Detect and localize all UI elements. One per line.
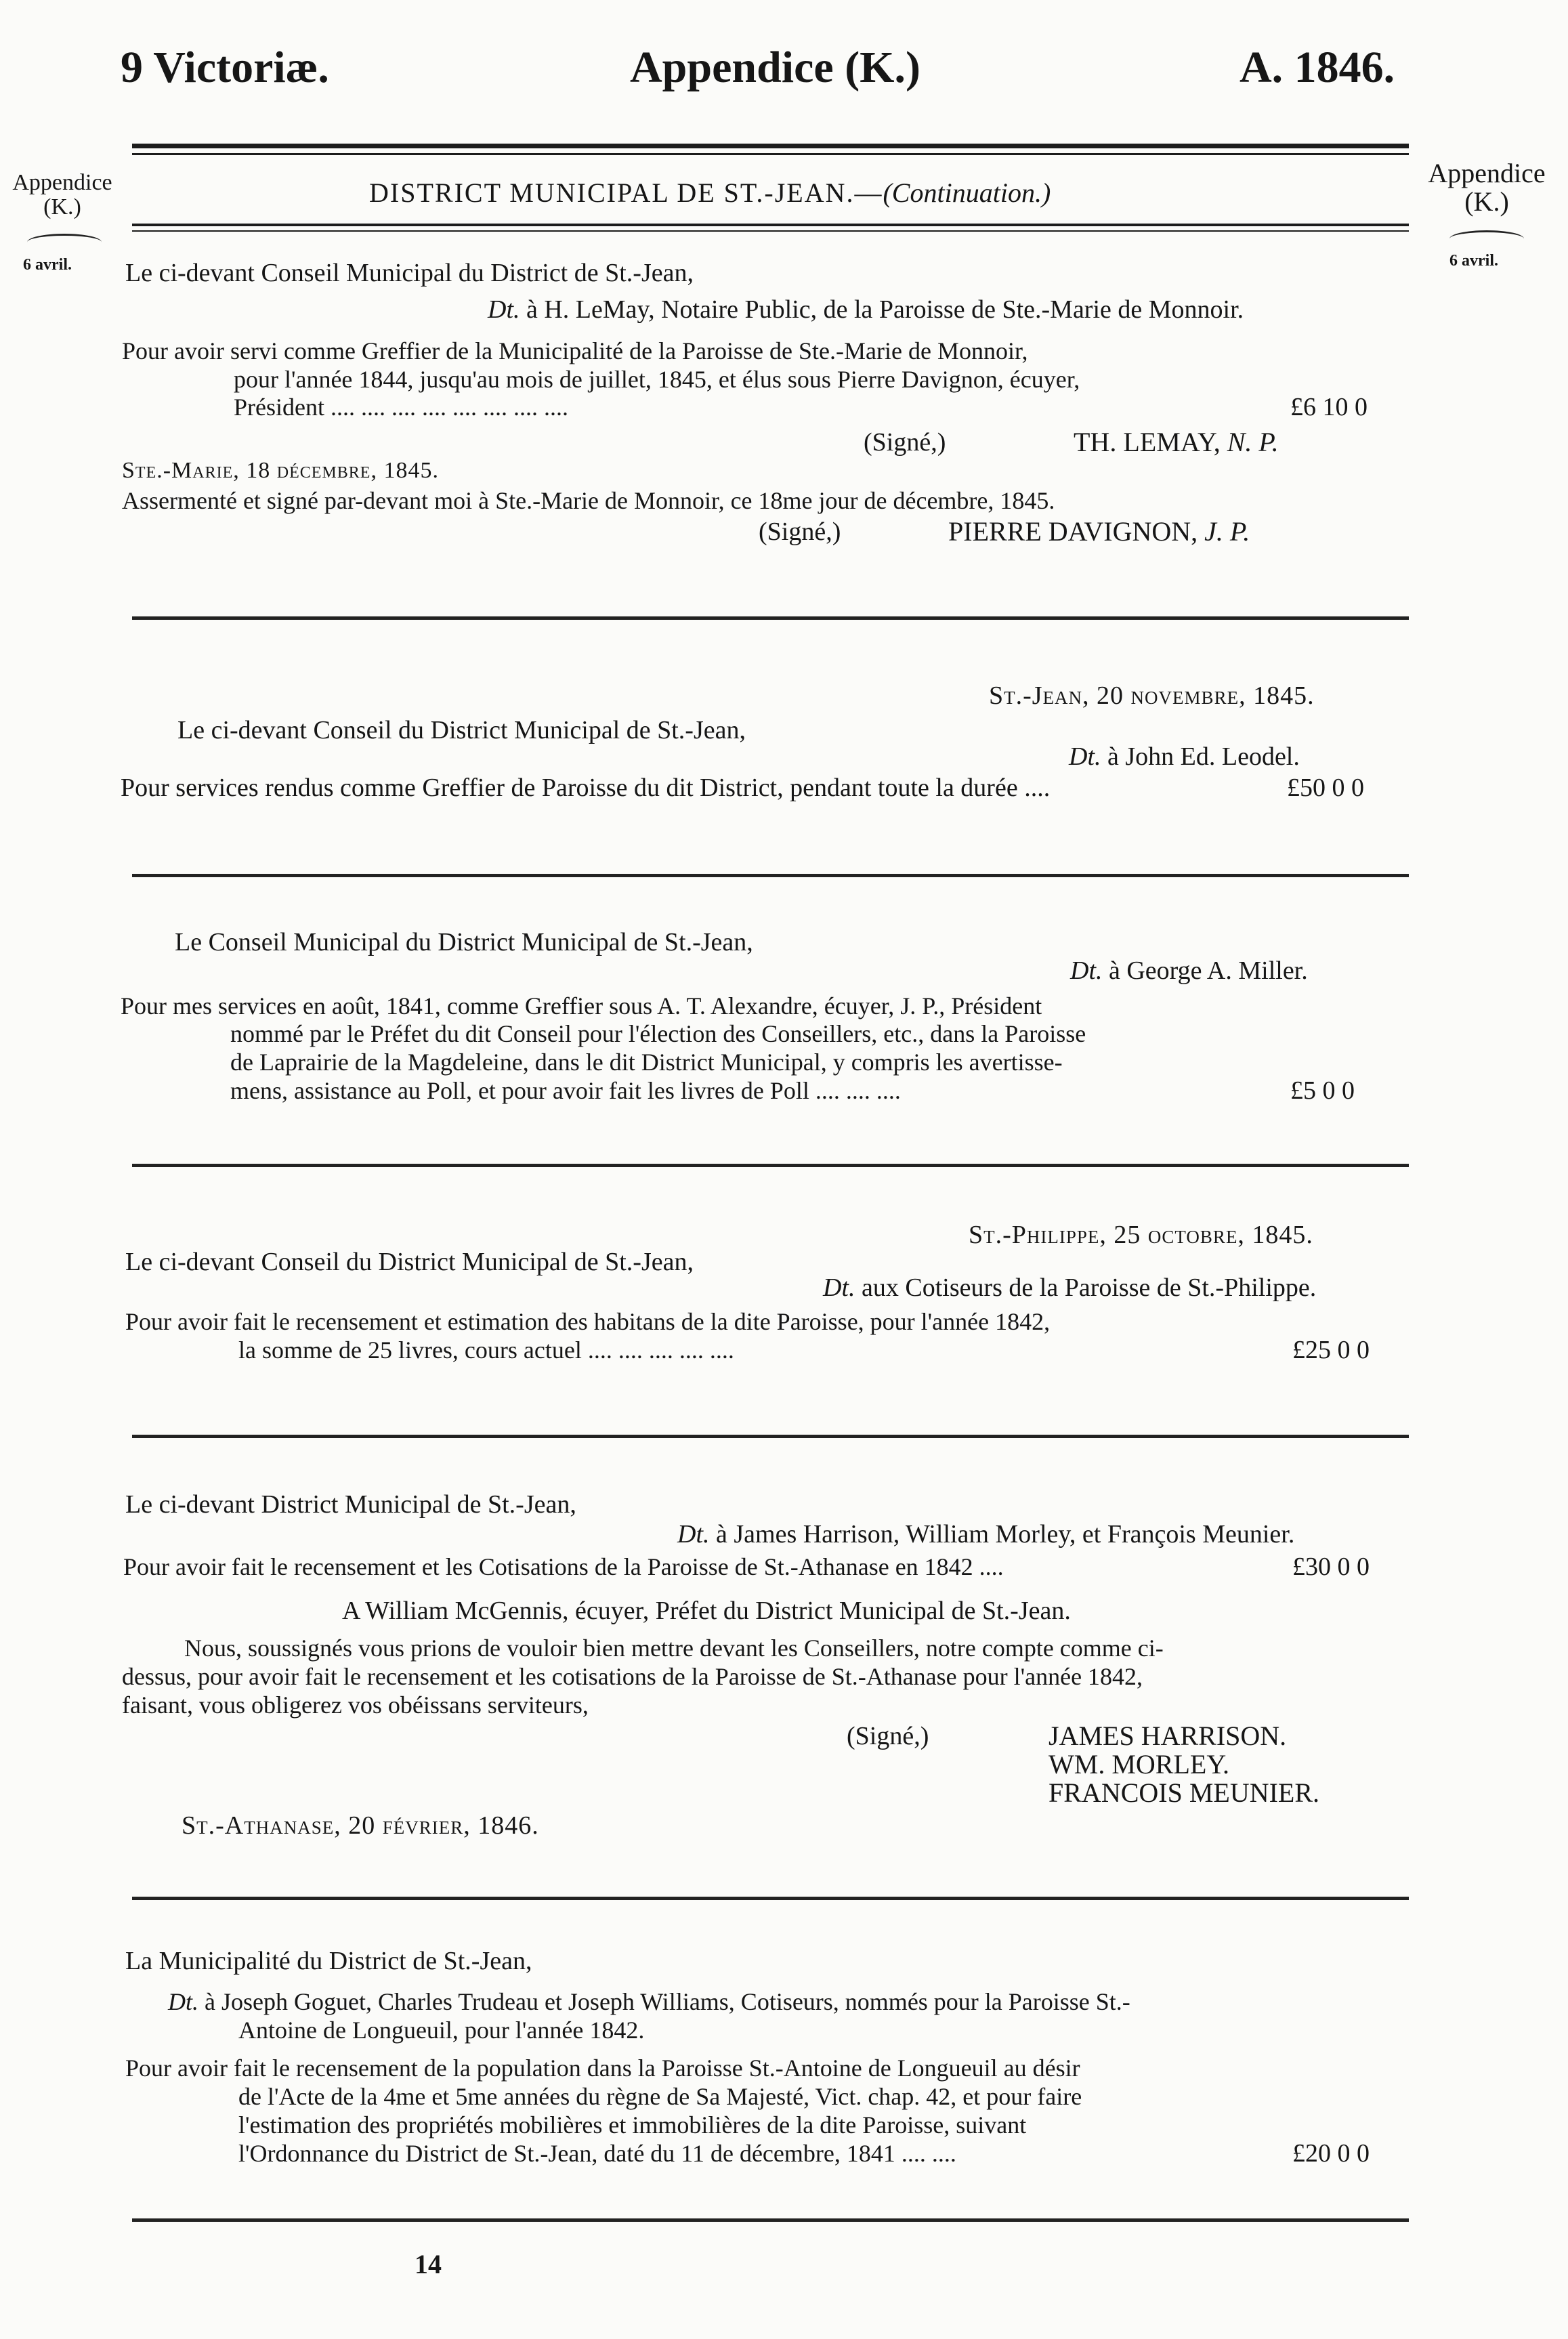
entry6-debtor: La Municipalité du District de St.-Jean, [125, 1947, 532, 1975]
entry4-debtor: Le ci-devant Conseil du District Municipal de St.-Jean, [125, 1248, 694, 1276]
entry4-amount: £25 0 0 [1292, 1336, 1370, 1364]
top-rule-thin [132, 153, 1409, 155]
entry1-line-2: pour l'année 1844, jusqu'au mois de juillet, 1845, et élus sous Pierre Davignon, écuyer, [234, 366, 1080, 393]
entry5-signer-2: WM. MORLEY. [1048, 1749, 1230, 1779]
entry2-line-1: Pour services rendus comme Greffier de Paroisse du dit District, pendant toute la durée .... [121, 774, 1051, 802]
entry3-line-2: nommé par le Préfet du dit Conseil pour l'élection des Conseillers, etc., dans la Paroisse [230, 1020, 1086, 1047]
entry5-debtor: Le ci-devant District Municipal de St.-Jean, [125, 1490, 576, 1519]
entry5-letter-2: dessus, pour avoir fait le recensement et les cotisations de la Paroisse de St.-Athanase pour l'année 1842, [122, 1663, 1143, 1690]
section-title-continuation: (Continuation.) [883, 177, 1051, 208]
entry5-dt: Dt. [677, 1520, 710, 1548]
entry6-dt: Dt. [168, 1988, 198, 2015]
entry1-line-3: Président .... .... .... .... .... .... .... .... [234, 394, 568, 421]
entry6-amount: £20 0 0 [1292, 2139, 1370, 2168]
entry4-place-date: St.-Philippe, 25 octobre, 1845. [969, 1221, 1313, 1249]
entry3-line-1: Pour mes services en août, 1841, comme Greffier sous A. T. Alexandre, écuyer, J. P., Président [121, 992, 1042, 1019]
margin-right-date: 6 avril. [1449, 252, 1498, 270]
title-rule-thin [132, 230, 1409, 232]
entry1-creditor-name: à H. LeMay, Notaire Public, de la Paroisse de Ste.-Marie de Monnoir. [526, 295, 1244, 324]
entry3-debtor: Le Conseil Municipal du District Municipal de St.-Jean, [175, 928, 753, 956]
top-rule-thick [132, 144, 1409, 148]
margin-right-sub: (K.) [1464, 186, 1509, 217]
entry3-dt: Dt. [1070, 956, 1103, 985]
entry1-oath-signer-name: PIERRE DAVIGNON, [948, 516, 1198, 547]
entry3-line-4: mens, assistance au Poll, et pour avoir fait les livres de Poll .... .... .... [230, 1077, 901, 1104]
entry5-line-1: Pour avoir fait le recensement et les Cotisations de la Paroisse de St.-Athanase en 1842 .... [123, 1553, 1004, 1580]
separator-5 [132, 1897, 1409, 1900]
running-head-left: 9 Victoriæ. [121, 43, 329, 92]
margin-left-sub: (K.) [43, 194, 81, 219]
entry1-dt: Dt. [488, 295, 520, 324]
entry5-letter-1: Nous, soussignés vous prions de vouloir bien mettre devant les Conseillers, notre compte comme ci- [184, 1635, 1164, 1662]
margin-right-label: Appendice [1428, 158, 1546, 188]
entry2-creditor [1069, 741, 1300, 772]
entry6-line-3: l'estimation des propriétés mobilières et immobilières de la dite Paroisse, suivant [238, 2111, 1027, 2138]
separator-6 [132, 2218, 1409, 2222]
running-head-right: A. 1846. [1239, 43, 1395, 92]
entry2-dt: Dt. [1069, 742, 1101, 771]
entry5-signed-label: (Signé,) [847, 1722, 929, 1750]
entry1-signer-name: TH. LEMAY, [1074, 427, 1221, 457]
entry5-signer-1: JAMES HARRISON. [1048, 1721, 1287, 1751]
entry3-line-3: de Laprairie de la Magdeleine, dans le dit District Municipal, y compris les avertisse- [230, 1049, 1063, 1076]
entry5-signer-3: FRANCOIS MEUNIER. [1048, 1777, 1320, 1808]
entry6-creditor-2: Antoine de Longueuil, pour l'année 1842. [238, 2017, 645, 2044]
entry2-place-date: St.-Jean, 20 novembre, 1845. [989, 681, 1315, 710]
entry6-creditor-1 [168, 1986, 1130, 2017]
entry6-line-4: l'Ordonnance du District de St.-Jean, daté du 11 de décembre, 1841 .... .... [238, 2140, 956, 2167]
margin-left-appendice [8, 171, 116, 219]
entry5-address: A William McGennis, écuyer, Préfet du District Municipal de St.-Jean. [342, 1597, 1071, 1625]
entry2-debtor: Le ci-devant Conseil du District Municipal de St.-Jean, [177, 716, 746, 744]
separator-1 [132, 616, 1409, 620]
entry5-creditor-name: à James Harrison, William Morley, et François Meunier. [716, 1520, 1295, 1548]
entry4-creditor-name: aux Cotiseurs de la Paroisse de St.-Philippe. [862, 1273, 1317, 1302]
title-rule-thick [132, 224, 1409, 226]
entry4-creditor [823, 1272, 1316, 1303]
entry5-letter-3: faisant, vous obligerez vos obéissans serviteurs, [122, 1691, 589, 1719]
entry4-line-2: la somme de 25 livres, cours actuel .... .... .... .... .... [238, 1336, 734, 1364]
entry1-amount: £6 10 0 [1290, 393, 1368, 421]
separator-2 [132, 874, 1409, 877]
entry1-signer [1074, 427, 1279, 458]
entry1-oath: Assermenté et signé par-devant moi à Ste.-Marie de Monnoir, ce 18me jour de décembre, 1845. [122, 487, 1055, 514]
entry1-place-date: Ste.-Marie, 18 décembre, 1845. [122, 458, 439, 483]
entry1-debtor: Le ci-devant Conseil Municipal du District de St.-Jean, [125, 259, 694, 287]
entry1-oath-signed-label: (Signé,) [759, 518, 841, 546]
entry4-dt: Dt. [823, 1273, 855, 1302]
entry5-creditor [677, 1519, 1294, 1550]
entry2-amount: £50 0 0 [1287, 774, 1364, 802]
entry3-creditor [1070, 955, 1308, 986]
section-title-main: DISTRICT MUNICIPAL DE ST.-JEAN.— [369, 177, 883, 208]
separator-4 [132, 1435, 1409, 1438]
margin-right-appendice [1426, 159, 1548, 216]
entry1-signed-label: (Signé,) [864, 428, 946, 457]
entry3-creditor-name: à George A. Miller. [1109, 956, 1308, 985]
entry5-place-date: St.-Athanase, 20 février, 1846. [182, 1811, 539, 1840]
page-number: 14 [415, 2249, 442, 2279]
entry1-creditor [488, 294, 1244, 325]
entry1-oath-signer [948, 516, 1250, 547]
margin-left-brace [27, 234, 102, 251]
entry6-creditor-name: à Joseph Goguet, Charles Trudeau et Joseph Williams, Cotiseurs, nommés pour la Paroisse St.- [205, 1988, 1130, 2015]
entry6-line-2: de l'Acte de la 4me et 5me années du règne de Sa Majesté, Vict. chap. 42, et pour faire [238, 2083, 1082, 2110]
entry1-signer-title: N. P. [1227, 427, 1279, 457]
margin-right-brace [1449, 230, 1524, 247]
entry2-creditor-name: à John Ed. Leodel. [1107, 742, 1300, 771]
entry5-amount: £30 0 0 [1292, 1553, 1370, 1581]
entry4-line-1: Pour avoir fait le recensement et estimation des habitans de la dite Paroisse, pour l'année 1842, [125, 1308, 1051, 1335]
running-head-center: Appendice (K.) [630, 43, 920, 92]
entry1-oath-signer-title: J. P. [1204, 516, 1250, 547]
entry1-line-1: Pour avoir servi comme Greffier de la Municipalité de la Paroisse de Ste.-Marie de Monnoir, [122, 337, 1028, 364]
entry3-amount: £5 0 0 [1290, 1076, 1355, 1105]
entry6-line-1: Pour avoir fait le recensement de la population dans la Paroisse St.-Antoine de Longueuil au désir [125, 2054, 1080, 2082]
separator-3 [132, 1164, 1409, 1167]
margin-left-label: Appendice [12, 170, 112, 195]
section-title [369, 177, 1051, 209]
margin-left-date: 6 avril. [23, 256, 72, 274]
